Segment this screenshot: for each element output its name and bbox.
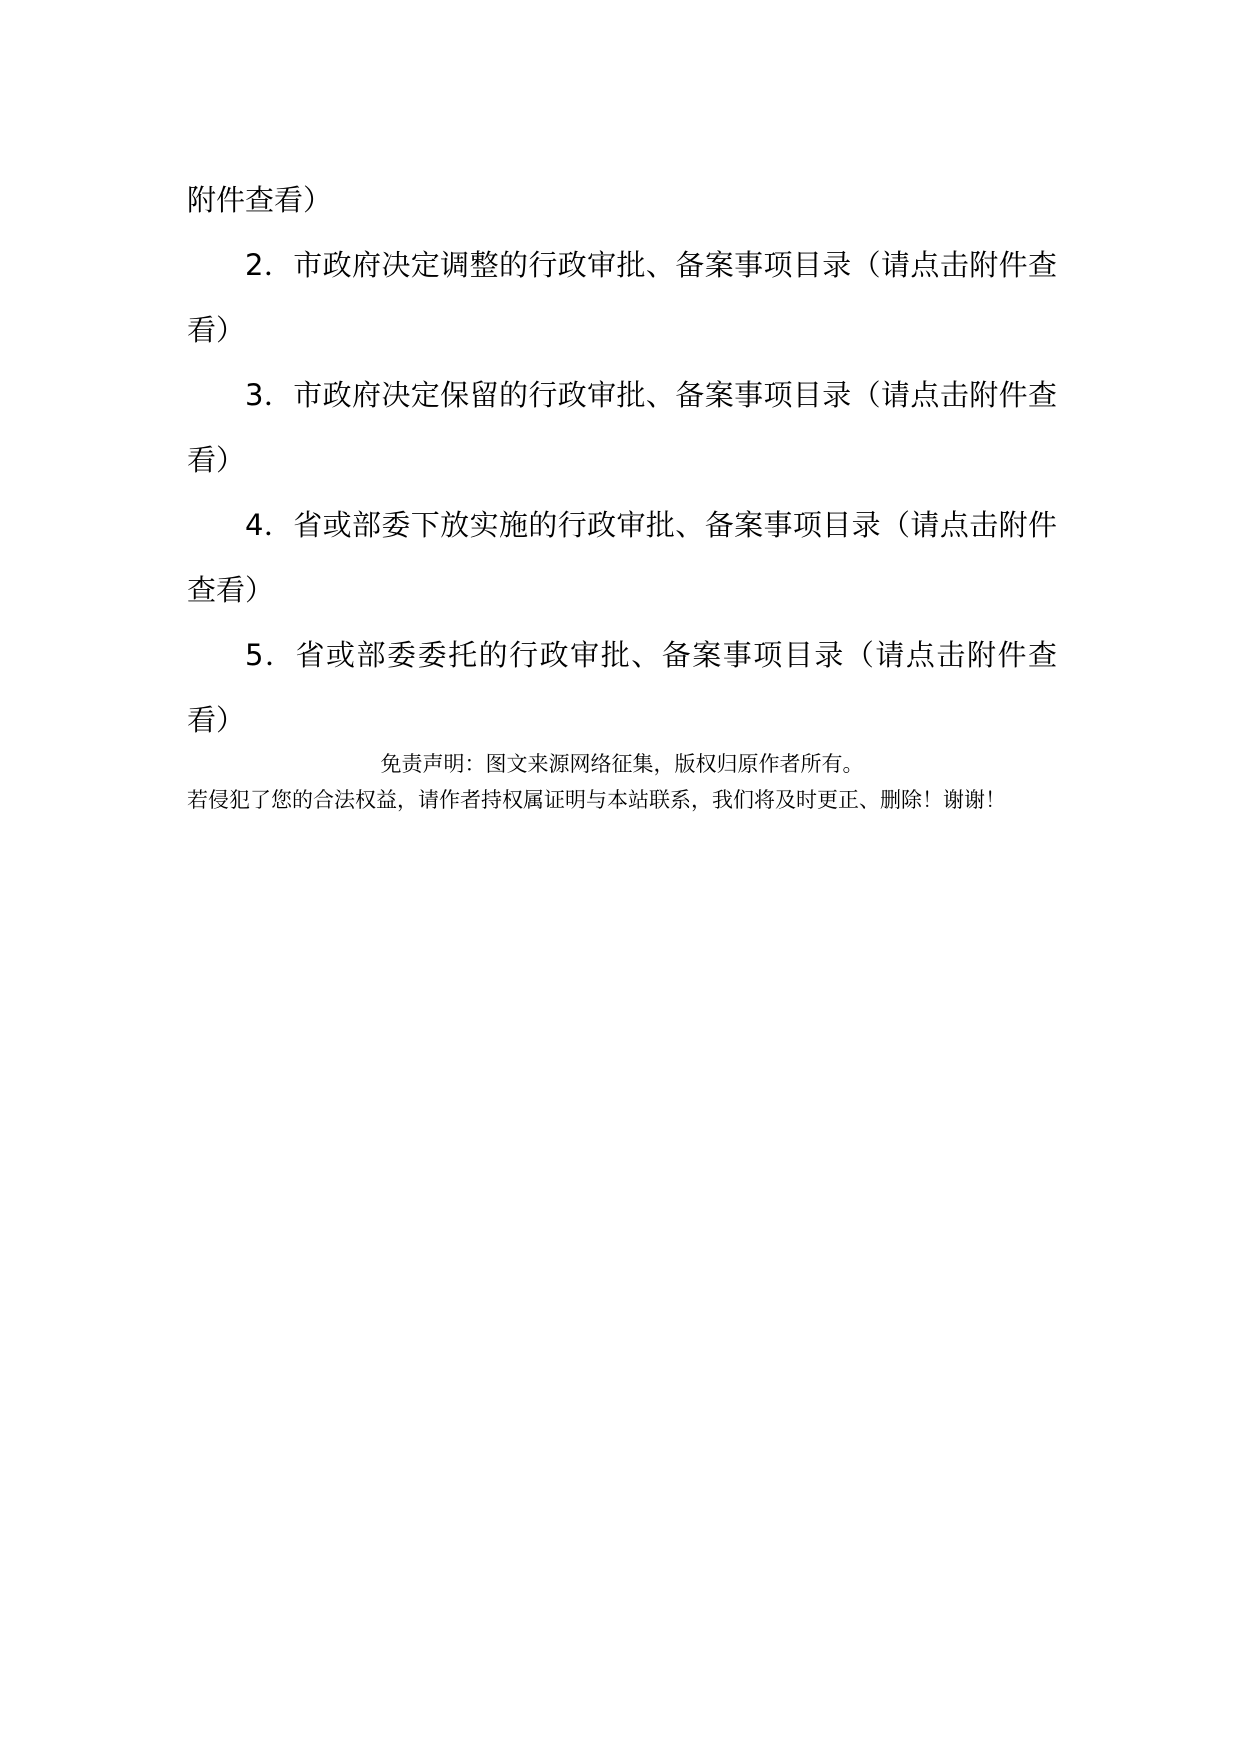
list-item-2: 2．市政府决定调整的行政审批、备案事项目录（请点击附件查看） bbox=[187, 248, 1057, 347]
document-body bbox=[187, 168, 1057, 753]
list-item-3: 3．市政府决定保留的行政审批、备案事项目录（请点击附件查看） bbox=[187, 378, 1057, 477]
paragraph-continuation: 附件查看） bbox=[187, 183, 333, 217]
list-item-4: 4．省或部委下放实施的行政审批、备案事项目录（请点击附件查看） bbox=[187, 508, 1057, 607]
disclaimer-line-1: 免责声明：图文来源网络征集，版权归原作者所有。 bbox=[380, 752, 864, 776]
list-item-5: 5．省或部委委托的行政审批、备案事项目录（请点击附件查看） bbox=[187, 638, 1057, 737]
disclaimer-line-2: 若侵犯了您的合法权益，请作者持权属证明与本站联系，我们将及时更正、删除！谢谢！ bbox=[187, 788, 1006, 812]
